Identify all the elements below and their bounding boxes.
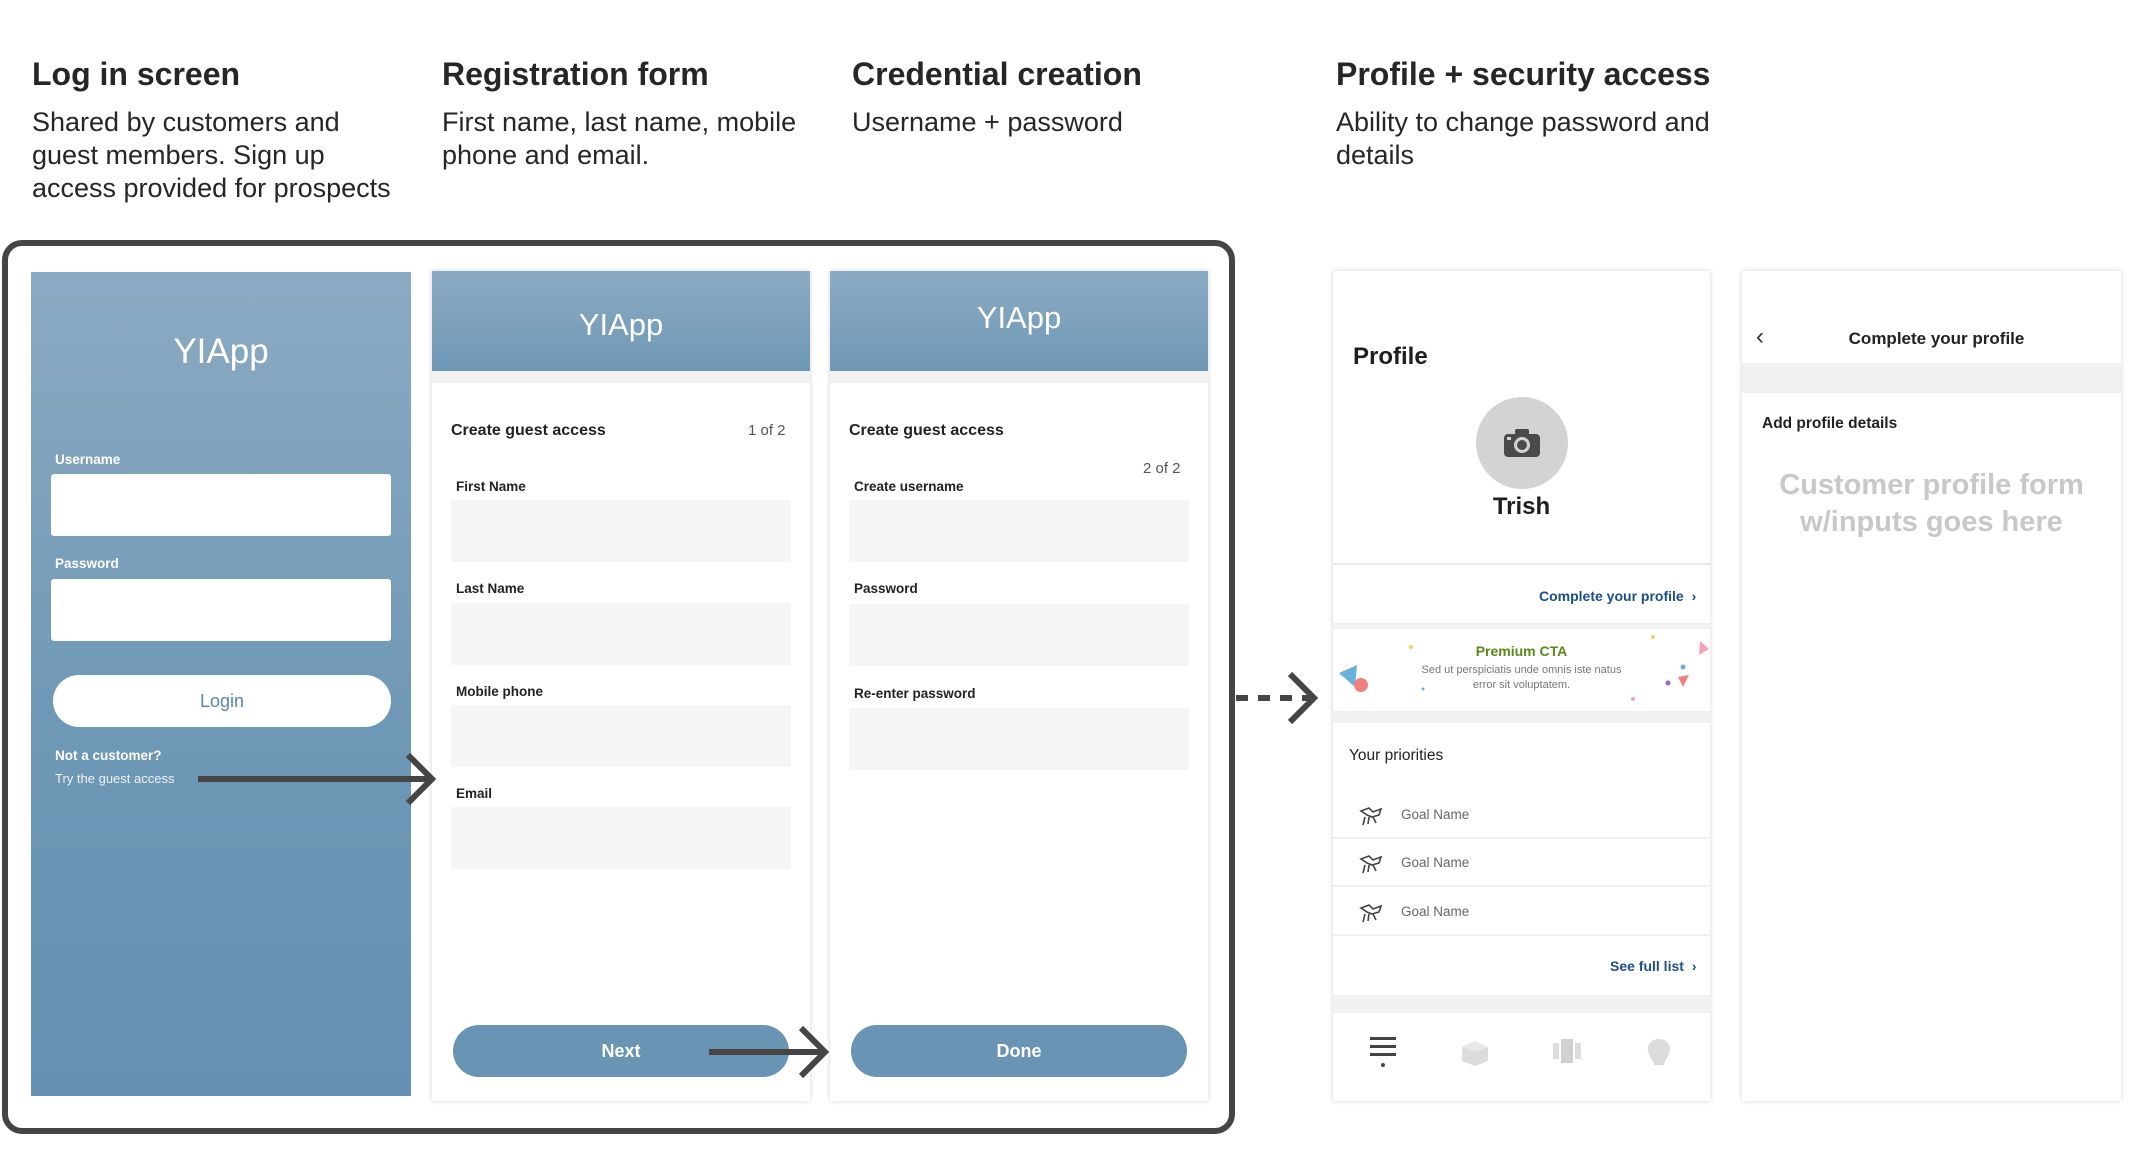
reenter-password-input[interactable] xyxy=(849,708,1189,770)
chevron-right-icon: › xyxy=(1691,958,1697,974)
profile-screen xyxy=(1333,271,1710,1101)
username-label: Username xyxy=(55,452,121,467)
column-title: Registration form xyxy=(442,56,709,92)
column-description: Username + password xyxy=(852,107,1123,137)
list-item[interactable] xyxy=(1333,791,1710,839)
list-item[interactable] xyxy=(1333,888,1710,936)
column-description: Shared by customers and guest members. Sign up access provided for prospects xyxy=(32,107,391,203)
back-icon[interactable]: ‹ xyxy=(1756,323,1764,350)
premium-cta-card[interactable] xyxy=(1333,629,1710,711)
complete-profile-link[interactable]: Complete your profile › xyxy=(1539,588,1697,604)
flow-arrow-next-to-credentials xyxy=(705,1017,845,1087)
email-label: Email xyxy=(456,786,493,801)
goal-icon xyxy=(1359,805,1385,827)
nav-profile-icon[interactable] xyxy=(1644,1037,1674,1067)
goal-icon xyxy=(1359,853,1385,875)
column-description: Ability to change password and details xyxy=(1336,107,1710,170)
first-name-input[interactable] xyxy=(451,500,791,562)
login-screen xyxy=(31,272,411,1096)
flow-arrow-dashed-to-profile xyxy=(1232,663,1332,733)
nav-menu-icon[interactable] xyxy=(1368,1035,1398,1071)
divider xyxy=(432,371,810,383)
column-profile xyxy=(1336,54,1710,172)
complete-profile-screen xyxy=(1742,271,2121,1101)
form-title: Create guest access xyxy=(849,422,1004,439)
camera-icon xyxy=(1502,427,1542,459)
password-input[interactable] xyxy=(849,604,1189,666)
mobile-label: Mobile phone xyxy=(456,684,543,699)
form-title: Create guest access xyxy=(451,422,606,439)
app-logo: YIApp xyxy=(976,300,1062,335)
goal-icon xyxy=(1359,902,1385,924)
chevron-right-icon: › xyxy=(1691,588,1697,604)
mobile-input[interactable] xyxy=(451,705,791,767)
cta-title: Premium CTA xyxy=(1475,643,1568,659)
avatar[interactable] xyxy=(1476,397,1568,489)
password-label: Password xyxy=(854,581,918,596)
next-button[interactable]: Next xyxy=(453,1025,789,1077)
goal-name: Goal Name xyxy=(1401,904,1470,919)
goal-name: Goal Name xyxy=(1401,855,1470,870)
list-item[interactable] xyxy=(1333,839,1710,887)
password-label: Password xyxy=(55,556,119,571)
form-placeholder: Customer profile form w/inputs goes here xyxy=(1779,469,2084,538)
bottom-nav xyxy=(1333,1013,1710,1101)
cta-body: Sed ut perspiciatis unde omnis iste natus error sit voluptatem. xyxy=(1421,664,1622,691)
divider xyxy=(1742,363,2121,393)
goal-name: Goal Name xyxy=(1401,807,1470,822)
section-title: Add profile details xyxy=(1762,415,1898,432)
column-description: First name, last name, mobile phone and email. xyxy=(442,107,797,170)
column-login xyxy=(32,54,391,205)
guest-access-link[interactable]: Try the guest access xyxy=(55,771,175,786)
password-input[interactable] xyxy=(51,579,391,641)
registration-screen xyxy=(432,271,810,1101)
username-input[interactable] xyxy=(849,500,1189,562)
user-name: Trish xyxy=(1492,493,1551,520)
app-logo: YIApp xyxy=(578,307,664,342)
last-name-label: Last Name xyxy=(456,581,525,596)
username-label: Create username xyxy=(854,479,964,494)
page-title: Complete your profile xyxy=(1848,329,2025,348)
see-full-list-link[interactable]: See full list › xyxy=(1610,958,1697,974)
column-registration xyxy=(442,54,796,172)
flow-arrow-guest-to-registration xyxy=(190,745,450,815)
first-name-label: First Name xyxy=(456,479,526,494)
reenter-password-label: Re-enter password xyxy=(854,686,976,701)
priorities-title: Your priorities xyxy=(1349,747,1444,764)
credential-screen xyxy=(830,271,1208,1101)
step-indicator: 2 of 2 xyxy=(1143,460,1181,477)
username-input[interactable] xyxy=(51,474,391,536)
divider xyxy=(1333,563,1710,565)
column-title: Credential creation xyxy=(852,56,1142,92)
nav-cards-icon[interactable] xyxy=(1552,1037,1582,1065)
login-button[interactable]: Login xyxy=(53,675,391,727)
column-title: Log in screen xyxy=(32,56,241,92)
divider xyxy=(1333,995,1710,1013)
not-customer-text: Not a customer? xyxy=(55,748,162,763)
email-input[interactable] xyxy=(451,807,791,869)
divider xyxy=(1333,711,1710,723)
nav-cube-icon[interactable] xyxy=(1460,1039,1490,1067)
column-credentials xyxy=(852,54,1142,139)
step-indicator: 1 of 2 xyxy=(748,422,786,439)
column-title: Profile + security access xyxy=(1336,56,1711,92)
done-button[interactable]: Done xyxy=(851,1025,1187,1077)
divider xyxy=(830,371,1208,383)
page-title: Profile xyxy=(1353,343,1428,370)
app-logo: YIApp xyxy=(173,332,269,371)
last-name-input[interactable] xyxy=(451,603,791,665)
